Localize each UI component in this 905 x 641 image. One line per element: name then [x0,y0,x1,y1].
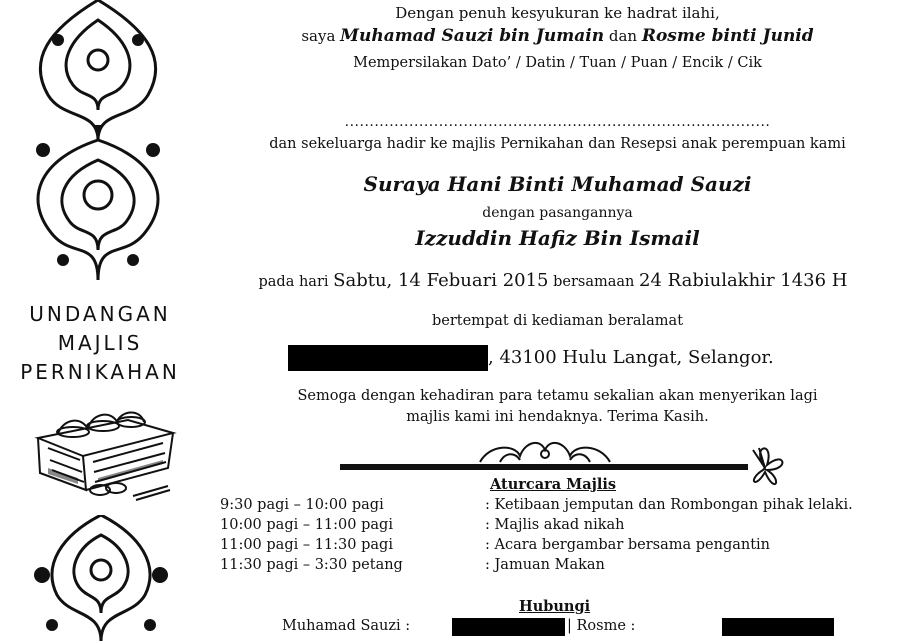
schedule-time: 10:00 pagi – 11:00 pagi [220,517,393,533]
date-hijri: 24 Rabiulakhir 1436 H [639,270,848,291]
butterfly-icon [745,440,790,495]
contact-title: Hubungi [519,598,591,615]
address-text: , 43100 Hulu Langat, Selangor. [488,347,774,368]
side-title-line: PERNIKAHAN [20,360,180,384]
schedule-time: 9:30 pagi – 10:00 pagi [220,497,384,513]
closing-line: Semoga dengan kehadiran para tetamu sekalian akan menyerikan lagi [297,388,818,404]
dan-text: dan [608,27,638,45]
side-title-line: MAJLIS [57,331,143,355]
schedule-title: Aturcara Majlis [490,476,617,493]
groom-name: Izzuddin Hafiz Bin Ismail [415,226,700,250]
date-line [228,270,878,291]
date-day: Sabtu, 14 Febuari 2015 [333,270,549,291]
food-tray-icon [28,398,178,510]
redacted-box [288,345,488,371]
date-prefix: pada hari [258,274,329,290]
intro-line: Dengan penuh kesyukuran ke hadrat ilahi, [395,4,720,22]
father-name: Muhamad Sauzi bin Jumain [340,26,605,46]
pasangan-text: dengan pasangannya [482,205,633,221]
venue-label: bertempat di kediaman beralamat [431,313,684,329]
divider-ornament-icon [340,436,750,476]
redacted-phone [722,618,834,636]
side-title-line: UNDANGAN [29,302,171,326]
family-line: dan sekeluarga hadir ke majlis Pernikahan dan Resepsi anak perempuan kami [269,136,846,152]
schedule-time: 11:00 pagi – 11:30 pagi [220,537,393,553]
closing-line: majlis kami ini hendaknya. Terima Kasih. [406,409,709,425]
schedule-time: 11:30 pagi – 3:30 petang [220,557,403,573]
contact-person2: | Rosme : [567,618,636,634]
ornament-bottom-icon [22,515,180,641]
ornament-top-icon [18,0,178,282]
saya-text: saya [301,27,336,45]
parents-line [210,26,905,46]
schedule-desc: : Majlis akad nikah [485,517,625,533]
address-line [288,345,774,371]
mother-name: Rosme binti Junid [641,26,814,46]
dotted-line: ...................................................................................... [344,114,771,130]
invite-line: Mempersilakan Dato’ / Datin / Tuan / Puan / Encik / Cik [353,55,762,71]
date-mid: bersamaan [553,274,635,290]
side-title [0,300,200,387]
schedule-desc: : Acara bergambar bersama pengantin [485,537,771,553]
bride-name: Suraya Hani Binti Muhamad Sauzi [363,172,752,196]
contact-person1: Muhamad Sauzi : [282,618,411,634]
schedule-desc: : Jamuan Makan [485,557,605,573]
redacted-phone [452,618,565,636]
schedule-desc: : Ketibaan jemputan dan Rombongan pihak lelaki. [485,497,853,513]
